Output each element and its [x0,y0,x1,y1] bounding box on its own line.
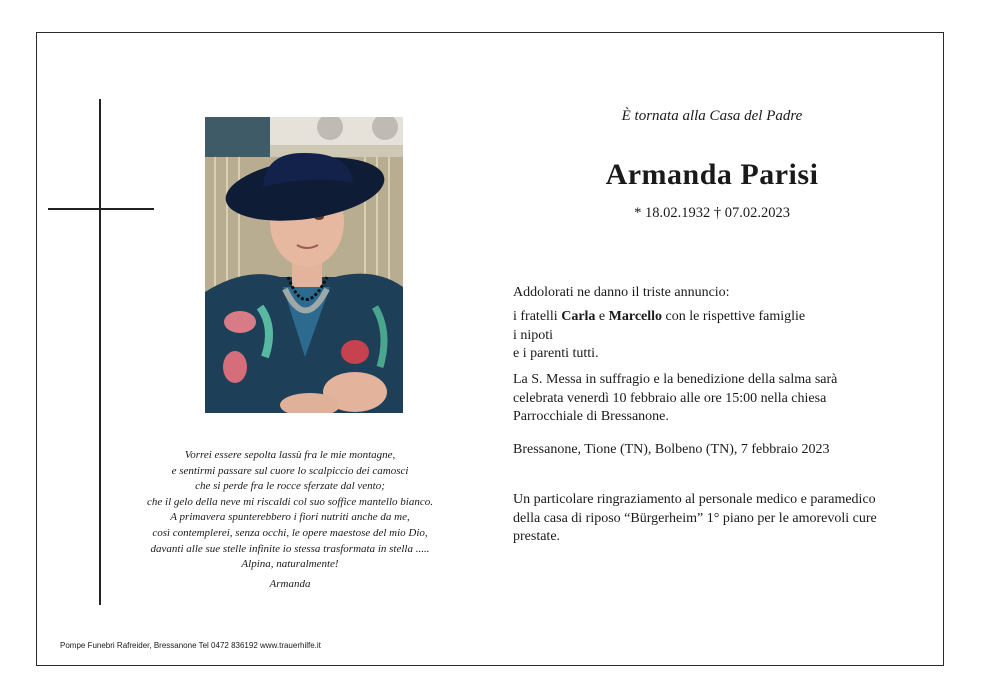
thanks-line: prestate. [513,529,561,544]
mass-line: celebrata venerdì 10 febbraio alle ore 15:00 nella chiesa [513,390,827,406]
poem-line: Alpina, naturalmente! [241,558,339,571]
thanks-line: Un particolare ringraziamento al personale medico e paramedico [513,492,876,507]
funeral-home-footer: Pompe Funebri Rafreider, Bressanone Tel 0472 836192 www.trauerhilfe.it [60,641,321,650]
announcement [513,284,923,303]
poem [110,448,470,592]
family-conj: e [595,309,609,324]
family-nephews: i nipoti [513,327,554,343]
mass-info [513,371,923,427]
sibling-name: Marcello [608,309,663,324]
sibling-name: Carla [561,309,596,324]
family-prefix: i fratelli [513,309,562,324]
family-siblings [513,308,923,327]
poem-line: davanti alle sue stelle infinite io stessa trasformata in stella ..... [150,542,430,555]
family-relatives: e i parenti tutti. [513,346,599,361]
poem-line: e sentirmi passare sul cuore lo scalpiccio dei camosci [171,464,409,477]
thanks [513,491,923,547]
cross-horizontal-bar [48,208,154,210]
family-suffix: con le rispettive famiglie [662,309,806,324]
place-date-text: Bressanone, Tione (TN), Bolbeno (TN), 7 febbraio 2023 [513,442,830,457]
mass-line: Parrocchiale di Bressanone. [513,409,669,424]
cross-vertical-bar [99,99,101,605]
place-date [513,441,923,460]
mass-line: La S. Messa in suffragio e la benedizione della salma sarà [513,372,838,387]
poem-line: che si perde fra le rocce sferzate dal vento; [195,480,385,493]
poem-line: che il gelo della neve mi riscaldi col suo soffice mantello bianco. [147,495,433,508]
portrait-photo [205,117,403,413]
poem-line: A primavera spunterebbero i fiori nutriti anche da me, [170,511,410,524]
family-list [513,308,923,364]
poem-line: Vorrei essere sepolta lassù fra le mie montagne, [184,449,396,461]
poem-line: così contemplerei, senza occhi, le opere maestose del mio Dio, [152,526,428,539]
poem-signature: Armanda [269,577,311,590]
thanks-line: della casa di riposo “Bürgerheim” 1° piano per le amorevoli cure [513,510,877,526]
intro-text: È tornata alla Casa del Padre [621,108,803,124]
announcement-text: Addolorati ne danno il triste annuncio: [513,285,730,300]
life-dates: * 18.02.1932 † 07.02.2023 [634,205,790,221]
deceased-name: Armanda Parisi [605,158,819,191]
